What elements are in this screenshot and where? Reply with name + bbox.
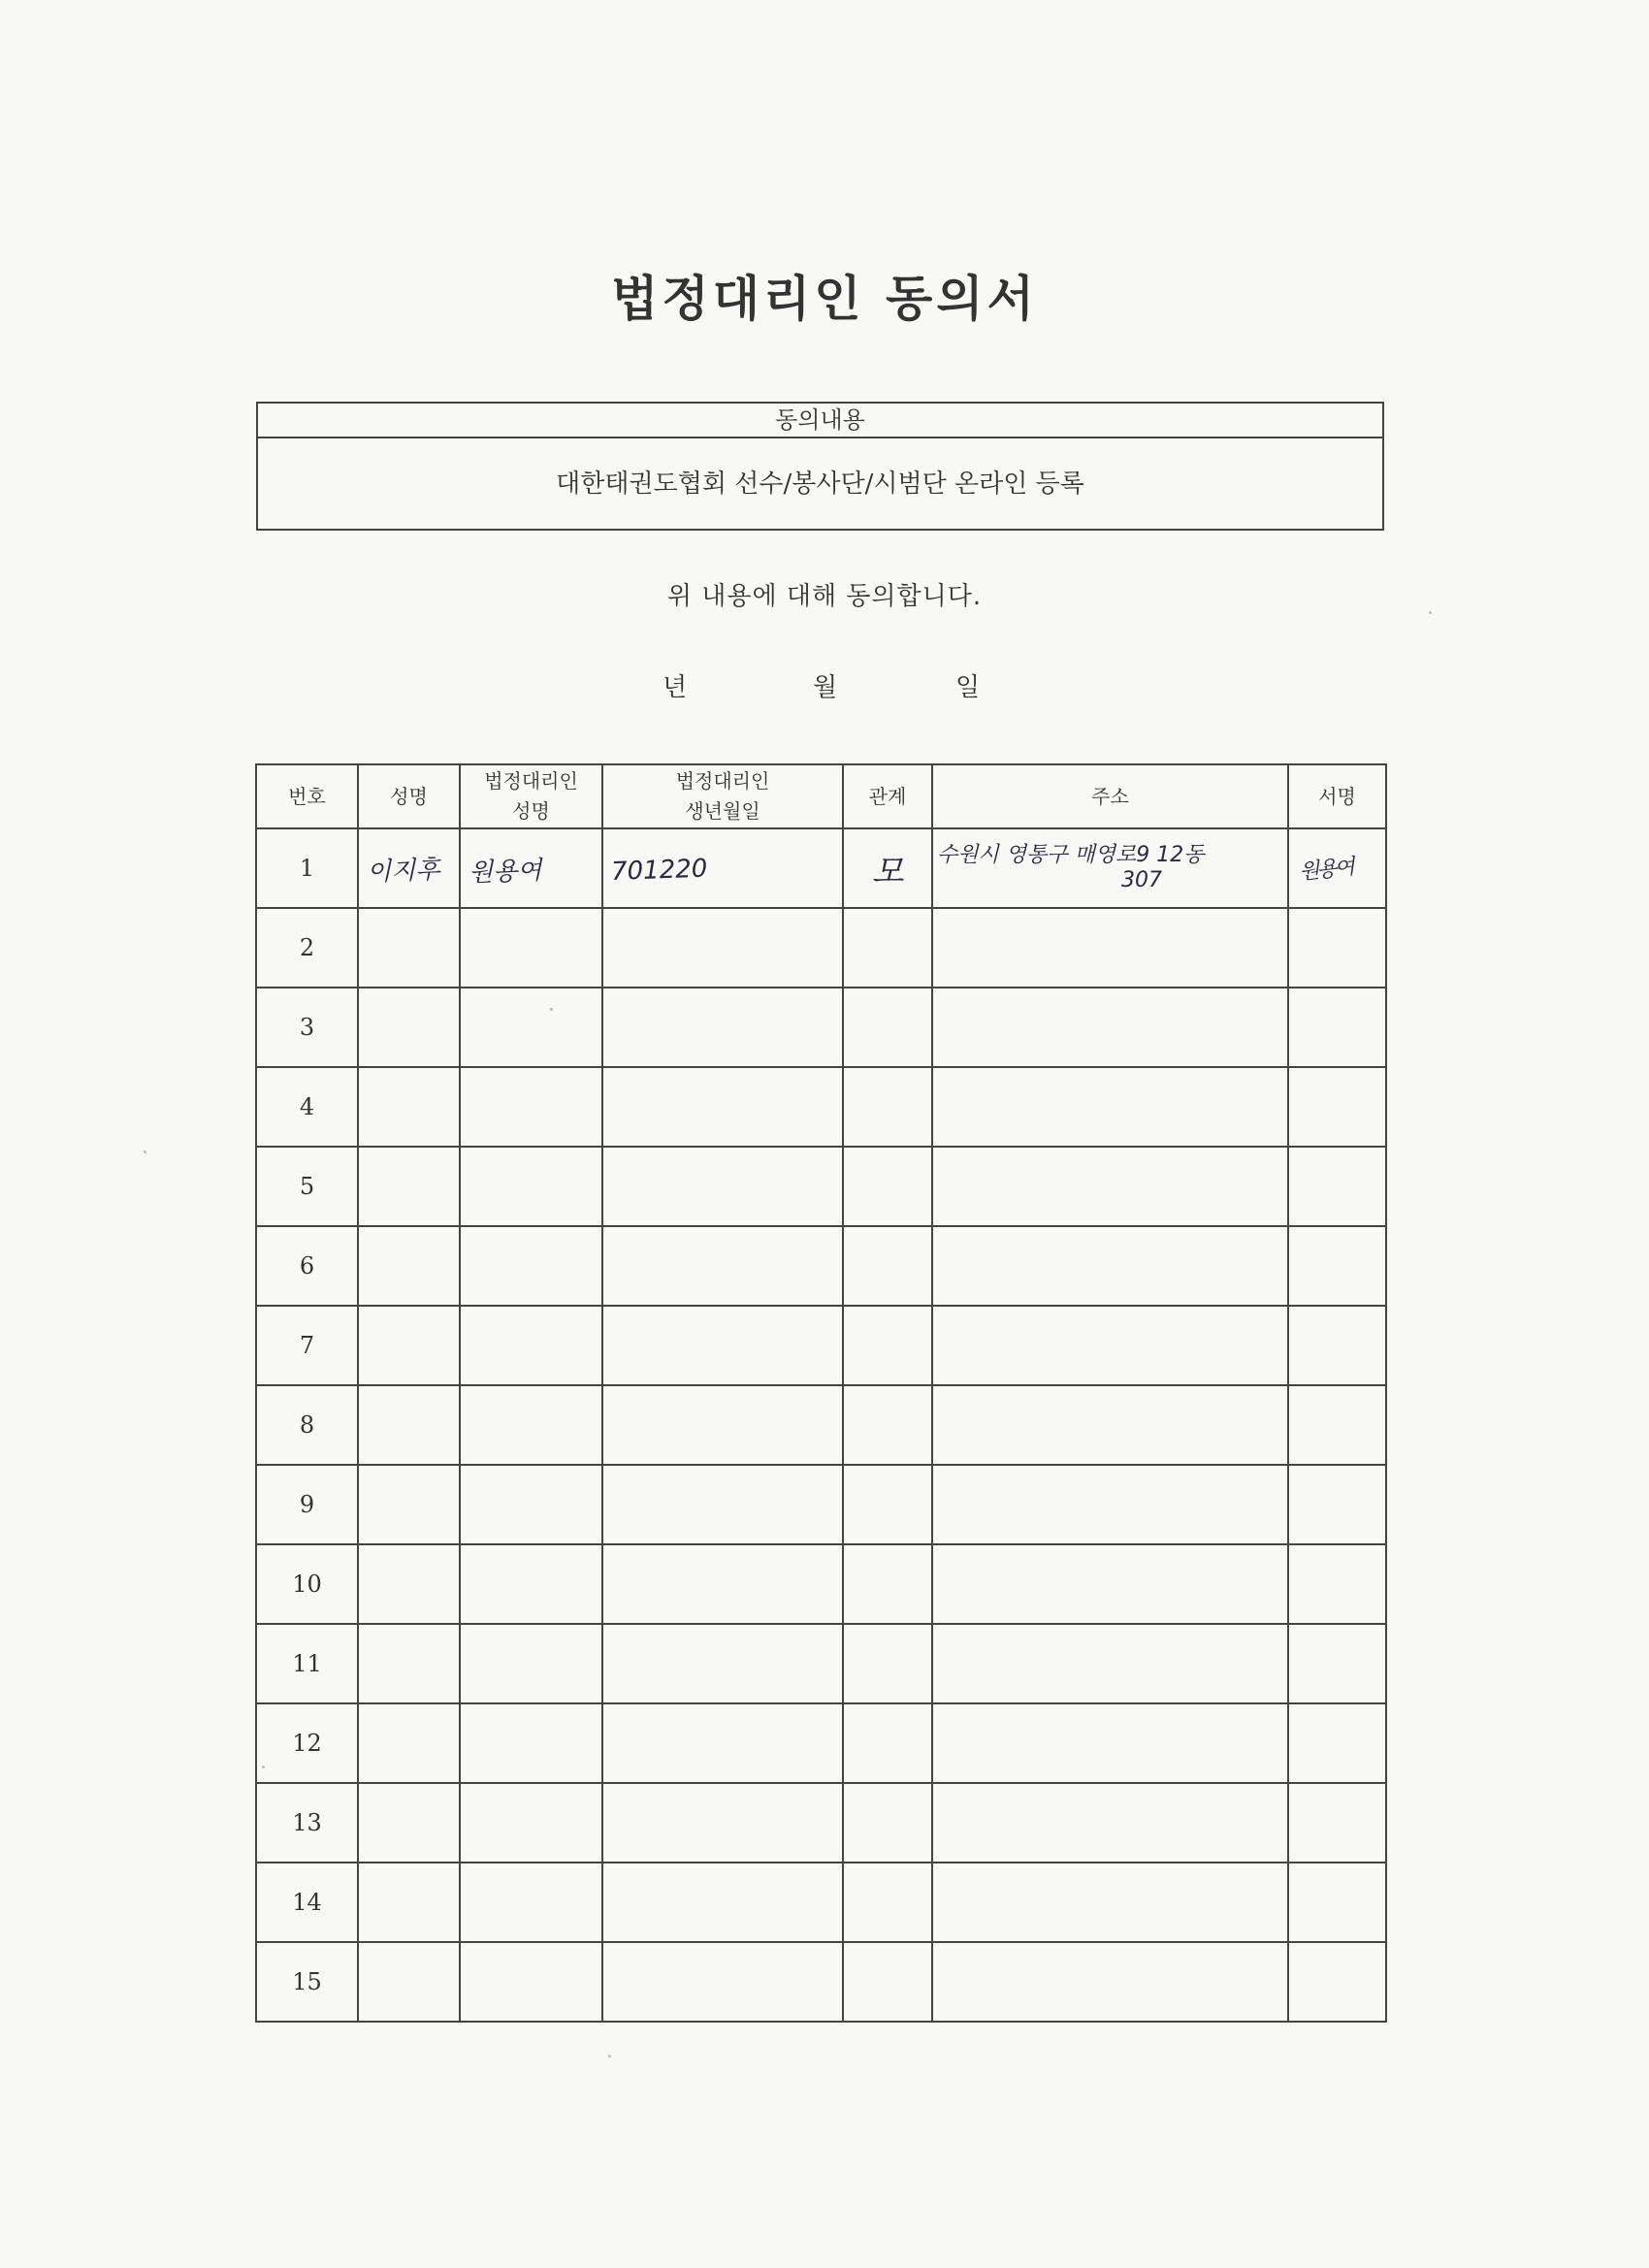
- relation-cell: 모: [843, 828, 932, 908]
- guardian-birth-cell: [602, 1226, 843, 1306]
- row-number-cell: 9: [256, 1465, 358, 1544]
- header-signature: 서명: [1288, 764, 1386, 828]
- guardian-birth-cell: [602, 1147, 843, 1226]
- table-row: [256, 908, 1386, 988]
- address-cell: [932, 1465, 1288, 1544]
- address-cell: [932, 1942, 1288, 2022]
- guardian-name-cell: [460, 1465, 602, 1544]
- signature-cell: [1288, 1306, 1386, 1385]
- table-header-row: [256, 764, 1386, 828]
- guardian-name-cell: [460, 1703, 602, 1783]
- guardian-birth-cell: [602, 1783, 843, 1863]
- address-line2: 307: [1121, 868, 1162, 892]
- table-row: [256, 1147, 1386, 1226]
- date-year-label: 년: [663, 673, 688, 702]
- relation-cell: [843, 1147, 932, 1226]
- address-cell: [932, 1385, 1288, 1465]
- guardian-birth-cell: [602, 1544, 843, 1624]
- guardian-name-cell: [460, 1624, 602, 1703]
- address-line1: 수원시 영통구 매영로9 12동: [937, 843, 1205, 867]
- signature-cell: [1288, 908, 1386, 988]
- address-cell: [932, 1703, 1288, 1783]
- name-cell: [358, 1942, 460, 2022]
- name-cell: [358, 1067, 460, 1147]
- name-cell: [358, 1306, 460, 1385]
- table-row: [256, 1703, 1386, 1783]
- scan-speck: [1429, 611, 1432, 614]
- guardian-table-wrap: [255, 763, 1387, 2023]
- relation-cell: [843, 1942, 932, 2022]
- table-row: [256, 1624, 1386, 1703]
- guardian-name-cell: [460, 1147, 602, 1226]
- relation-cell: [843, 1544, 932, 1624]
- row-number-cell: 4: [256, 1067, 358, 1147]
- guardian-name-cell: [460, 1942, 602, 2022]
- signature-cell: [1288, 828, 1386, 908]
- guardian-birth-cell: [602, 1385, 843, 1465]
- agreement-statement: 위 내용에 대해 동의합니다.: [666, 582, 983, 611]
- signature-cell: [1288, 1863, 1386, 1942]
- header-guardian-name: 법정대리인 성명: [460, 764, 602, 828]
- guardian-name-cell: [460, 1306, 602, 1385]
- header-name: 성명: [358, 764, 460, 828]
- name-cell: [358, 1783, 460, 1863]
- guardian-name-cell: [460, 1783, 602, 1863]
- name-cell: [358, 908, 460, 988]
- name-cell: [358, 1226, 460, 1306]
- relation-cell: [843, 1385, 932, 1465]
- table-row: [256, 988, 1386, 1067]
- row-number-cell: 10: [256, 1544, 358, 1624]
- header-relation: 관계: [843, 764, 932, 828]
- name-cell: [358, 1624, 460, 1703]
- relation-cell: [843, 1306, 932, 1385]
- row-number-cell: 13: [256, 1783, 358, 1863]
- name-cell: [358, 1465, 460, 1544]
- guardian-name-cell: [460, 1385, 602, 1465]
- guardian-birth-cell: 701220: [601, 825, 845, 913]
- signature-cell: [1288, 1783, 1386, 1863]
- table-row: [256, 1067, 1386, 1147]
- guardian-birth-cell: [602, 1703, 843, 1783]
- signature-cell: [1288, 1544, 1386, 1624]
- guardian-birth-cell: [602, 988, 843, 1067]
- address-cell: [932, 1306, 1288, 1385]
- guardian-name-cell: 원용여: [459, 826, 604, 910]
- name-cell: 이지후: [357, 826, 462, 910]
- consent-box: [256, 402, 1384, 531]
- consent-header: 동의내용: [258, 404, 1382, 438]
- guardian-birth-cell: [602, 1465, 843, 1544]
- name-cell: [358, 1703, 460, 1783]
- table-body: [256, 828, 1386, 2022]
- table-row: [256, 1385, 1386, 1465]
- consent-body: 대한태권도협회 선수/봉사단/시범단 온라인 등록: [556, 470, 1084, 499]
- guardian-name-cell: [460, 1067, 602, 1147]
- guardian-birth-cell: [602, 1067, 843, 1147]
- row-number-cell: 3: [256, 988, 358, 1067]
- address-cell: [932, 1147, 1288, 1226]
- row-number-cell: 15: [256, 1942, 358, 2022]
- relation-cell: [843, 1863, 932, 1942]
- scan-speck: [550, 1008, 553, 1011]
- signature-cell: [1288, 1624, 1386, 1703]
- name-cell: [358, 1147, 460, 1226]
- header-guardian-birth: 법정대리인 생년월일: [602, 764, 843, 828]
- signature-cell: [1288, 1703, 1386, 1783]
- row-number-cell: 12: [256, 1703, 358, 1783]
- address-cell: [932, 1226, 1288, 1306]
- name-cell: [358, 1385, 460, 1465]
- address-cell: [932, 1863, 1288, 1942]
- signature-cell: [1288, 1465, 1386, 1544]
- table-row: [256, 1942, 1386, 2022]
- scan-speck: [144, 1150, 146, 1153]
- header-no: 번호: [256, 764, 358, 828]
- name-cell: [358, 988, 460, 1067]
- guardian-name-cell: [460, 1226, 602, 1306]
- relation-cell: [843, 988, 932, 1067]
- row-number-cell: 8: [256, 1385, 358, 1465]
- guardian-birth-cell: [602, 1942, 843, 2022]
- handwritten-signature: 원용여: [1298, 855, 1354, 885]
- table-row: [256, 1544, 1386, 1624]
- table-row: [256, 1226, 1386, 1306]
- name-cell: [358, 1544, 460, 1624]
- relation-cell: [843, 1067, 932, 1147]
- row-number-cell: 14: [256, 1863, 358, 1942]
- address-cell: [932, 1624, 1288, 1703]
- row-number-cell: 5: [256, 1147, 358, 1226]
- table-row: [256, 828, 1386, 908]
- guardian-name-cell: [460, 1544, 602, 1624]
- guardian-table: [255, 763, 1387, 2023]
- row-number-cell: 11: [256, 1624, 358, 1703]
- guardian-name-cell: [460, 908, 602, 988]
- signature-cell: [1288, 1226, 1386, 1306]
- guardian-name-cell: [460, 988, 602, 1067]
- scan-speck: [262, 1766, 265, 1768]
- relation-cell: [843, 908, 932, 988]
- table-row: [256, 1306, 1386, 1385]
- signature-cell: [1288, 1067, 1386, 1147]
- guardian-birth-cell: [602, 908, 843, 988]
- relation-cell: [843, 1783, 932, 1863]
- address-cell: [932, 1783, 1288, 1863]
- row-number-cell: 6: [256, 1226, 358, 1306]
- header-address: 주소: [932, 764, 1288, 828]
- document-title: 법정대리인 동의서: [611, 271, 1038, 327]
- address-cell: [932, 908, 1288, 988]
- signature-cell: [1288, 1385, 1386, 1465]
- name-cell: [358, 1863, 460, 1942]
- address-cell: [932, 1067, 1288, 1147]
- address-cell: [932, 828, 1288, 908]
- relation-cell: [843, 1226, 932, 1306]
- guardian-name-cell: [460, 1863, 602, 1942]
- signature-cell: [1288, 1942, 1386, 2022]
- address-cell: [932, 988, 1288, 1067]
- row-number-cell: 1: [256, 828, 358, 908]
- scan-speck: [608, 2055, 611, 2057]
- date-day-label: 일: [955, 673, 981, 702]
- date-month-label: 월: [813, 673, 838, 702]
- signature-cell: [1288, 1147, 1386, 1226]
- signature-cell: [1288, 988, 1386, 1067]
- relation-cell: [843, 1703, 932, 1783]
- row-number-cell: 2: [256, 908, 358, 988]
- table-row: [256, 1783, 1386, 1863]
- table-row: [256, 1863, 1386, 1942]
- guardian-birth-cell: [602, 1624, 843, 1703]
- relation-cell: [843, 1624, 932, 1703]
- address-cell: [932, 1544, 1288, 1624]
- guardian-birth-cell: [602, 1863, 843, 1942]
- table-row: [256, 1465, 1386, 1544]
- row-number-cell: 7: [256, 1306, 358, 1385]
- guardian-birth-cell: [602, 1306, 843, 1385]
- relation-cell: [843, 1465, 932, 1544]
